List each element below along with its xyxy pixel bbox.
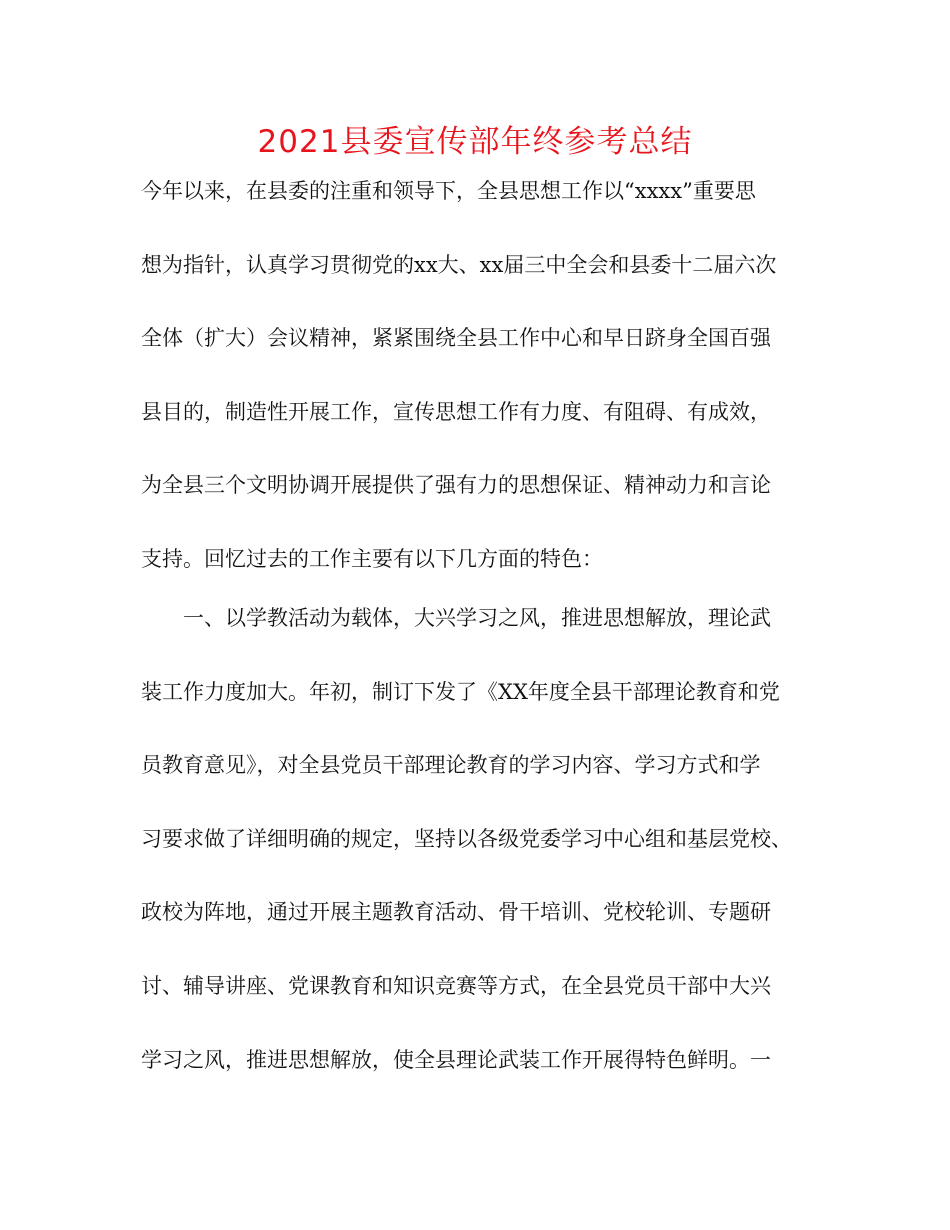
paragraph-line: 习要求做了详细明确的规定，坚持以各级党委学习中心组和基层党校、 — [141, 827, 792, 851]
paragraph-line: 装工作力度加大。年初，制订下发了《XX年度全县干部理论教育和党 — [141, 680, 780, 704]
paragraph-line: 全体（扩大）会议精神，紧紧围绕全县工作中心和早日跻身全国百强 — [141, 326, 771, 350]
paragraph-line: 员教育意见》，对全县党员干部理论教育的学习内容、学习方式和学 — [141, 753, 761, 777]
paragraph-line: 学习之风，推进思想解放，使全县理论武装工作开展得特色鲜明。一 — [141, 1048, 771, 1072]
paragraph-line: 县目的，制造性开展工作，宣传思想工作有力度、有阻碍、有成效， — [141, 400, 771, 424]
paragraph-line: 为全县三个文明协调开展提供了强有力的思想保证、精神动力和言论 — [141, 473, 771, 497]
paragraph-line: 一、以学教活动为载体，大兴学习之风，推进思想解放，理论武 — [183, 606, 771, 630]
document-title: 2021县委宣传部年终参考总结 — [257, 124, 693, 160]
paragraph-line: 政校为阵地，通过开展主题教育活动、骨干培训、党校轮训、专题研 — [141, 900, 771, 924]
paragraph-line: 讨、辅导讲座、党课教育和知识竞赛等方式，在全县党员干部中大兴 — [141, 974, 771, 998]
paragraph-line: 支持。回忆过去的工作主要有以下几方面的特色： — [141, 547, 603, 571]
paragraph-line: 想为指针，认真学习贯彻党的xx大、xx届三中全会和县委十二届六次 — [141, 253, 777, 277]
paragraph-line: 今年以来，在县委的注重和领导下，全县思想工作以“xxxx”重要思 — [141, 179, 756, 203]
